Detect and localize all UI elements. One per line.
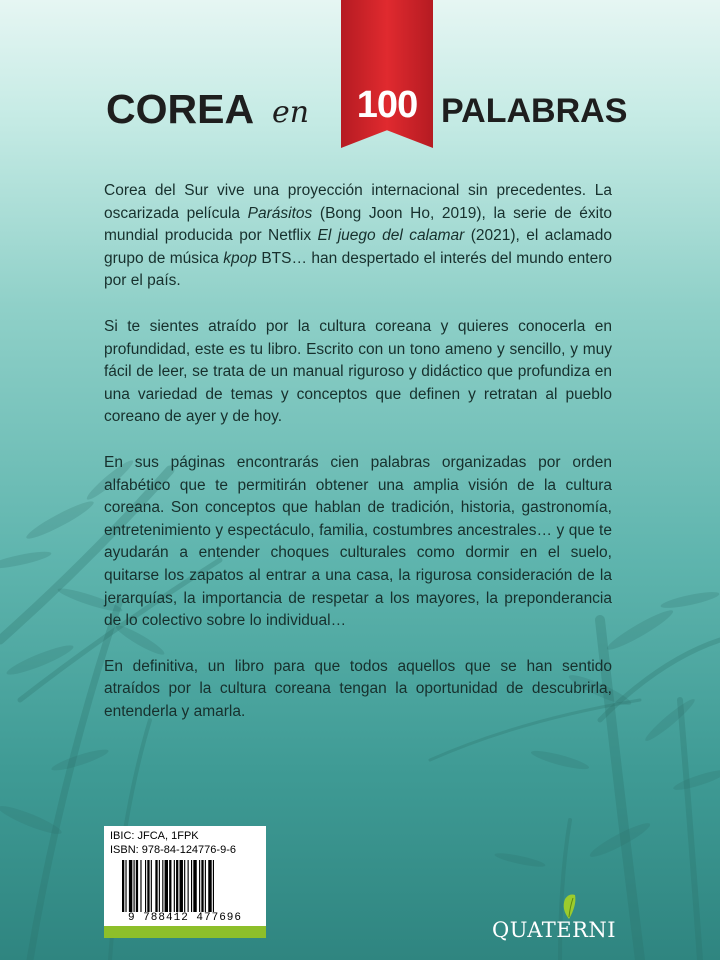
barcode-bar [213,860,214,912]
italic-title-run: kpop [223,249,257,267]
text-run: Si te sientes atraído por la cultura coreana y quieres conocerla en profundidad, este es tu libro. Escrito con un tono ameno y sencillo, y muy fácil de leer, se trata de un manual riguroso y didáctico que profundiza en una variedad de temas y conceptos que definen y retratan al pueblo coreano de ayer y de hoy. [104,317,612,426]
title-number: 100 [356,84,418,126]
ibic-code: IBIC: JFCA, 1FPK [110,830,199,842]
synopsis-paragraph-3 [104,452,612,633]
title-word-corea: COREA [106,86,255,132]
isbn-code: ISBN: 978-84-124776-9-6 [110,844,236,856]
barcode-label [104,826,266,938]
barcode-bar [199,860,200,912]
barcode-bar [188,860,189,912]
barcode-bar [169,860,171,912]
barcode-bar [125,860,126,912]
synopsis-paragraph-4 [104,656,612,724]
title-word-palabras: PALABRAS [441,92,628,130]
barcode-bar [134,860,135,912]
barcode-bar [208,860,211,912]
publisher-logo: QUATERNI [492,918,617,942]
barcode-number: 9 788412 477696 [127,912,243,924]
barcode-bar [193,860,196,912]
barcode-bar [147,860,149,912]
text-run: BTS… han despertado el interés del mundo entero por el país. [104,249,612,290]
barcode-bar [176,860,178,912]
barcode-bar [180,860,183,912]
barcode-bar [136,860,138,912]
barcode-bar [162,860,163,912]
barcode-bar [174,860,175,912]
barcode-bar [201,860,203,912]
text-run: En sus páginas encontrarás cien palabras organizadas por orden alfabético que te permitirán obtener una amplia visión de la cultura coreana. Son conceptos que hablan de tradición, historia, gastronomía, entretenimiento y espectáculo, familia, costumbres ancestrales… y que te ayudarán a entender choques culturales como dormir en el suelo, quitarse los zapatos al entrar a una casa, la rigurosa consideración de la jerarquías, la importancia de respetar a los mayores, la preponderancia de lo colectivo sobre lo individual… [104,453,612,630]
text-run: En definitiva, un libro para que todos aquellos que se han sentido atraídos por la cultura coreana tengan la oportunidad de descubrirla, entenderla y amarla. [104,657,612,720]
barcode-bar [140,860,141,912]
barcode-bar [165,860,168,912]
text-run: Corea del Sur vive una proyección internacional sin precedentes. La oscarizada película [104,182,612,222]
barcode-bar [191,860,192,912]
synopsis-text [104,180,612,746]
green-leaf-icon [560,893,578,919]
synopsis-paragraph-1 [104,180,612,293]
barcode-bar [122,860,124,912]
barcode-bar [155,860,157,912]
barcode-bar [184,860,185,912]
title-word-en: en [272,95,310,130]
italic-title-run: El juego del calamar [317,227,465,245]
barcode-green-strip [104,926,266,938]
barcode-bar [159,860,160,912]
barcode-icon [122,860,260,912]
barcode-bar [129,860,132,912]
barcode-bar [145,860,146,912]
barcode-bar [151,860,152,912]
italic-title-run: Parásitos [247,204,313,222]
text-run: (2021), el aclamado grupo de música [104,227,612,267]
text-run: (Bong Joon Ho, 2019), la serie de éxito mundial producida por Netflix [104,204,613,245]
synopsis-paragraph-2 [104,316,612,429]
barcode-bar [205,860,206,912]
